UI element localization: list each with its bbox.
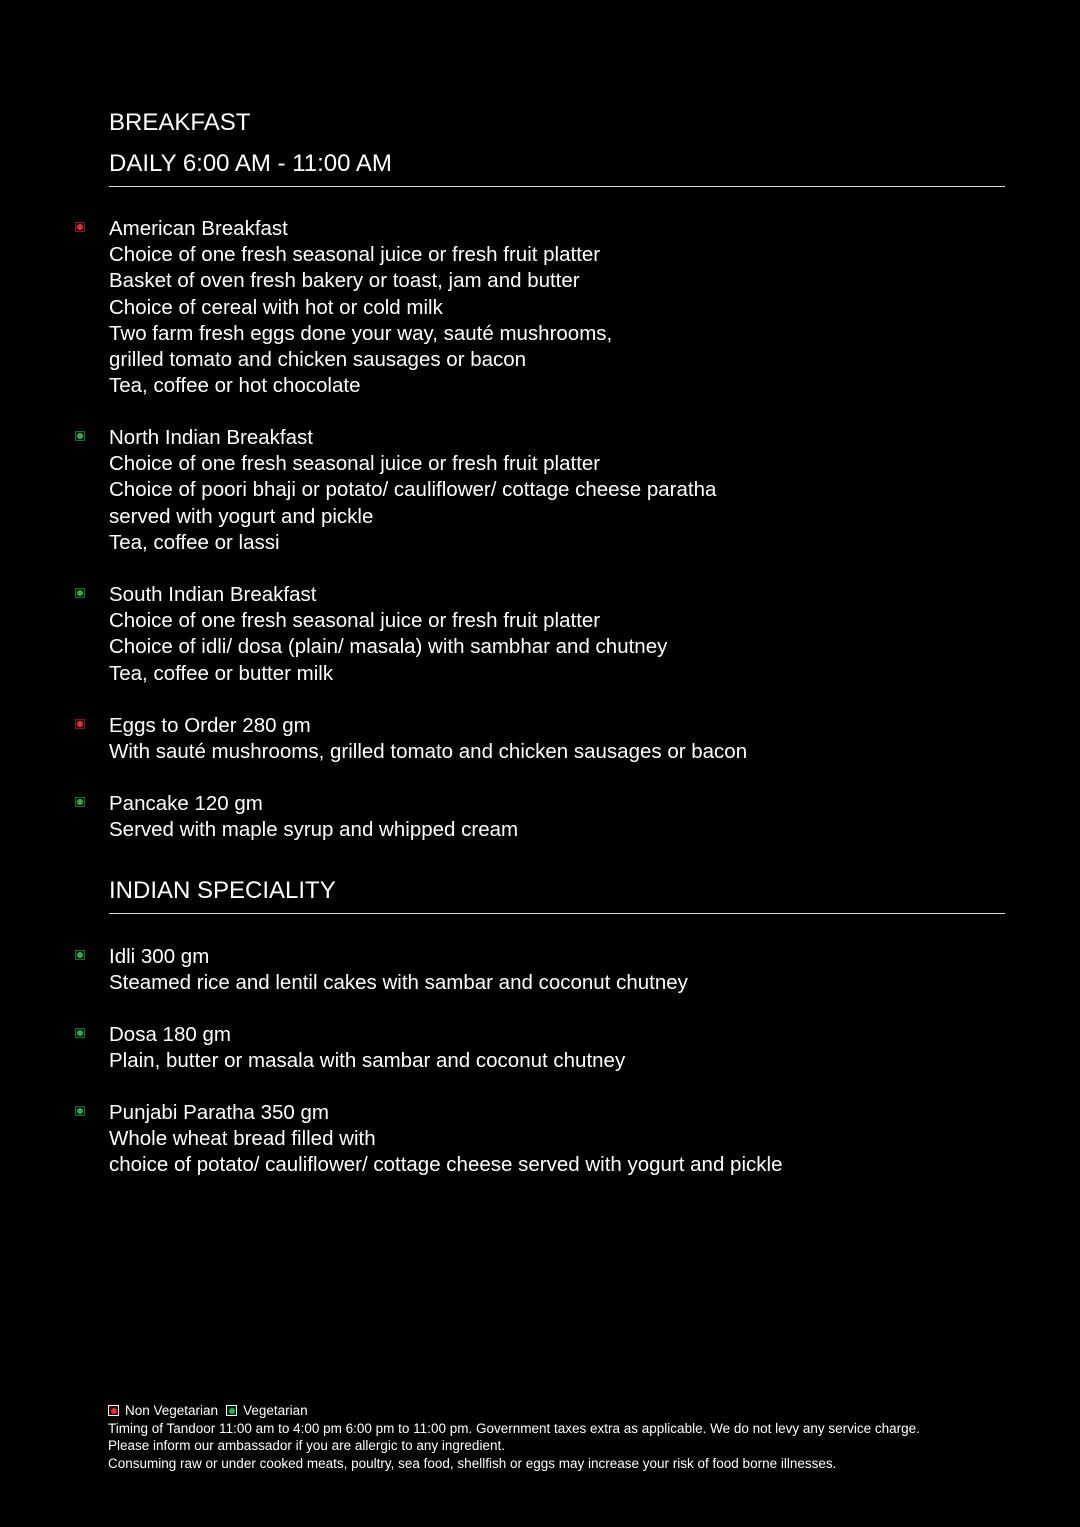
item-name: South Indian Breakfast <box>109 583 317 606</box>
item-description-line: Two farm fresh eggs done your way, sauté mushrooms, <box>109 321 613 345</box>
item-description-line: Steamed rice and lentil cakes with sambar and coconut chutney <box>109 971 688 995</box>
item-description-line: served with yogurt and pickle <box>109 504 374 528</box>
item-name: Punjabi Paratha 350 gm <box>109 1101 329 1124</box>
item-description-line: With sauté mushrooms, grilled tomato and chicken sausages or bacon <box>109 740 748 764</box>
item-description-line: Tea, coffee or butter milk <box>109 661 334 685</box>
section-timing-breakfast: DAILY 6:00 AM - 11:00 AM <box>109 150 392 177</box>
veg-marker-icon <box>75 431 85 441</box>
footer-note-food-safety: Consuming raw or under cooked meats, poultry, sea food, shellfish or eggs may increase your risk of food borne illnesses. <box>108 1455 837 1471</box>
item-text <box>109 791 518 843</box>
section-title-indian-speciality: INDIAN SPECIALITY <box>109 877 336 904</box>
item-text <box>109 216 612 399</box>
item-name: Dosa 180 gm <box>109 1023 231 1046</box>
non-veg-marker-icon <box>75 222 85 232</box>
item-name: American Breakfast <box>109 217 288 240</box>
item-description-line: Choice of cereal with hot or cold milk <box>109 295 443 319</box>
section-title-breakfast: BREAKFAST <box>109 109 251 136</box>
item-name: Eggs to Order 280 gm <box>109 714 311 737</box>
item-text <box>109 944 688 996</box>
veg-marker-icon <box>226 1405 237 1416</box>
item-description-line: Choice of idli/ dosa (plain/ masala) with sambhar and chutney <box>109 635 668 659</box>
veg-marker-icon <box>75 588 85 598</box>
veg-marker-icon <box>75 1106 85 1116</box>
item-text <box>109 425 716 556</box>
legend-non-veg-label: Non Vegetarian <box>125 1403 219 1418</box>
item-description-line: Plain, butter or masala with sambar and coconut chutney <box>109 1049 626 1073</box>
item-description-line: Tea, coffee or hot chocolate <box>109 374 361 398</box>
veg-marker-icon <box>75 1028 85 1038</box>
item-text <box>109 582 667 687</box>
item-name: Pancake 120 gm <box>109 792 263 815</box>
item-description-line: Served with maple syrup and whipped cream <box>109 818 519 842</box>
menu-footer <box>108 1402 920 1472</box>
item-description-line: Choice of poori bhaji or potato/ cauliflower/ cottage cheese paratha <box>109 478 717 502</box>
item-description-line: Choice of one fresh seasonal juice or fresh fruit platter <box>109 452 601 476</box>
item-text <box>109 1100 782 1179</box>
diet-legend <box>108 1402 920 1420</box>
non-veg-marker-icon <box>108 1405 119 1416</box>
legend-veg-label: Vegetarian <box>243 1403 308 1418</box>
item-description-line: Basket of oven fresh bakery or toast, jam and butter <box>109 269 580 293</box>
footer-note-tandoor-taxes: Timing of Tandoor 11:00 am to 4:00 pm 6:00 pm to 11:00 pm. Government taxes extra as applicable. We do not levy any service charge. <box>108 1420 920 1436</box>
item-text <box>109 1022 625 1074</box>
item-description-line: Tea, coffee or lassi <box>109 530 280 554</box>
item-description-line: Choice of one fresh seasonal juice or fresh fruit platter <box>109 243 601 267</box>
item-description-line: Choice of one fresh seasonal juice or fresh fruit platter <box>109 609 601 633</box>
non-veg-marker-icon <box>75 719 85 729</box>
item-name: Idli 300 gm <box>109 945 210 968</box>
item-description-line: Whole wheat bread filled with <box>109 1127 376 1151</box>
section-divider-breakfast <box>109 186 1005 187</box>
item-description-line: choice of potato/ cauliflower/ cottage cheese served with yogurt and pickle <box>109 1153 783 1177</box>
veg-marker-icon <box>75 797 85 807</box>
item-name: North Indian Breakfast <box>109 426 313 449</box>
veg-marker-icon <box>75 950 85 960</box>
section-divider-indian-speciality <box>109 913 1005 914</box>
item-text <box>109 713 747 765</box>
item-description-line: grilled tomato and chicken sausages or bacon <box>109 348 527 372</box>
footer-note-allergy: Please inform our ambassador if you are allergic to any ingredient. <box>108 1438 505 1453</box>
